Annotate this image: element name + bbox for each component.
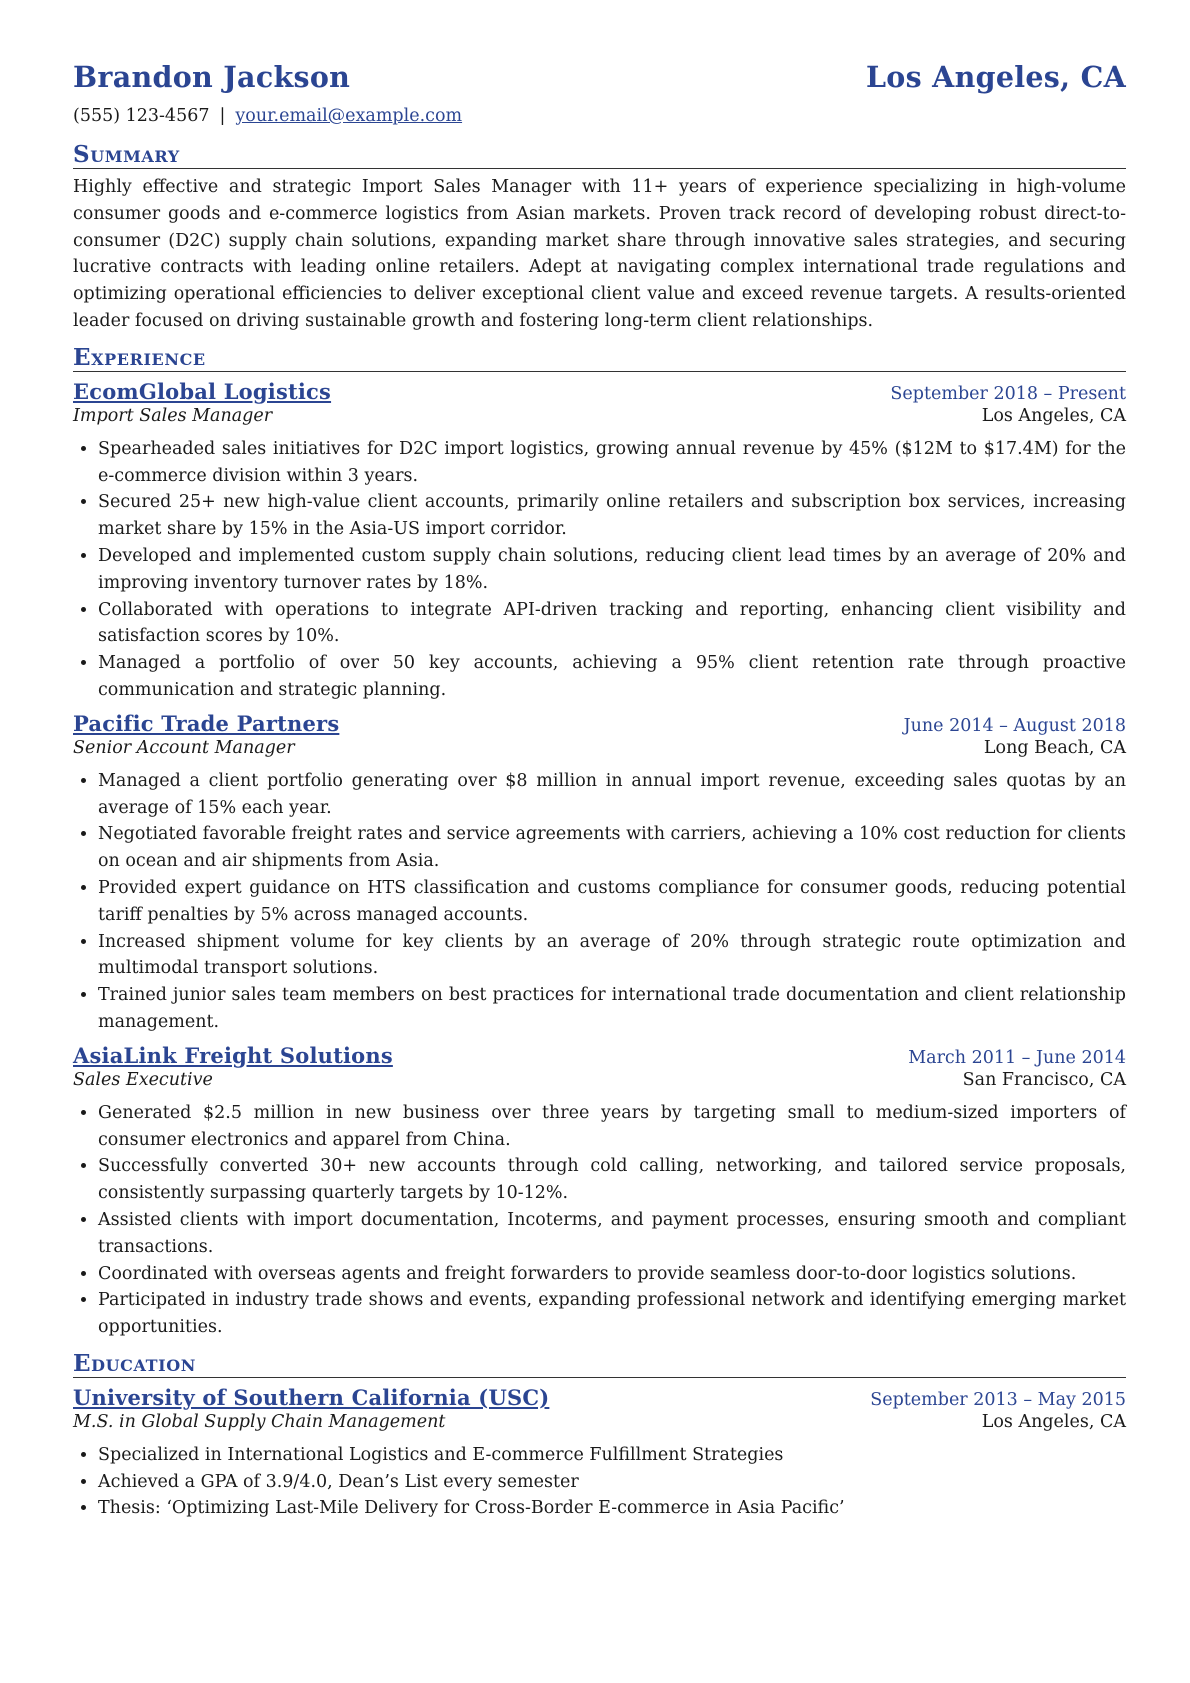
experience-entry — [73, 379, 1126, 704]
job-bullets — [73, 436, 1126, 704]
education-heading: Education — [73, 1351, 1126, 1378]
job-dates: September 2018 – Present — [890, 383, 1126, 404]
bullet-item: • Managed a client portfolio generating over $8 million in annual import revenue, exceeding sales quotas by an average of 15% each year. — [98, 768, 1126, 822]
company-name: AsiaLink Freight Solutions — [73, 1042, 393, 1068]
summary-heading: Summary — [73, 142, 1126, 169]
contact-separator: | — [219, 106, 226, 126]
bullet-item: • Achieved a GPA of 3.9/4.0, Dean’s List every semester — [98, 1469, 1126, 1496]
bullet-item: • Negotiated favorable freight rates and service agreements with carriers, achieving a 10% cost reduction for clients on ocean and air shipments from Asia. — [98, 821, 1126, 875]
bullet-item: • Developed and implemented custom supply chain solutions, reducing client lead times by an average of 20% and improving inventory turnover rates by 18%. — [98, 543, 1126, 597]
bullet-item: • Spearheaded sales initiatives for D2C import logistics, growing annual revenue by 45% ($12M to $17.4M) for the e-commerce division within 3 years. — [98, 436, 1126, 490]
company-name: Pacific Trade Partners — [73, 710, 340, 736]
experience-entry — [73, 1043, 1126, 1341]
job-title: Senior Account Manager — [73, 737, 295, 758]
education-entry — [73, 1385, 1126, 1522]
bullet-item: • Secured 25+ new high-value client accounts, primarily online retailers and subscription box services, increasing market share by 15% in the Asia-US import corridor. — [98, 489, 1126, 543]
job-dates: June 2014 – August 2018 — [903, 715, 1126, 736]
bullet-item: • Managed a portfolio of over 50 key accounts, achieving a 95% client retention rate through proactive communication and strategic planning. — [98, 650, 1126, 704]
job-location: Long Beach, CA — [983, 737, 1126, 758]
resume-header — [73, 60, 1126, 94]
education-dates: September 2013 – May 2015 — [870, 1389, 1126, 1410]
job-location: Los Angeles, CA — [981, 405, 1126, 426]
bullet-item: • Successfully converted 30+ new accounts through cold calling, networking, and tailored service proposals, consistently surpassing quarterly targets by 10-12%. — [98, 1153, 1126, 1207]
candidate-name: Brandon Jackson — [73, 60, 351, 94]
job-location: San Francisco, CA — [962, 1069, 1126, 1090]
bullet-item: • Generated $2.5 million in new business over three years by targeting small to medium-sized importers of consumer electronics and apparel from China. — [98, 1100, 1126, 1154]
bullet-item: • Specialized in International Logistics and E-commerce Fulfillment Strategies — [98, 1442, 1126, 1469]
education-location: Los Angeles, CA — [981, 1411, 1126, 1432]
bullet-item: • Provided expert guidance on HTS classification and customs compliance for consumer goods, reducing potential tariff penalties by 5% across managed accounts. — [98, 875, 1126, 929]
candidate-location: Los Angeles, CA — [865, 60, 1126, 94]
bullet-item: • Participated in industry trade shows and events, expanding professional network and identifying emerging market opportunities. — [98, 1287, 1126, 1341]
job-dates: March 2011 – June 2014 — [908, 1047, 1126, 1068]
summary-text: Highly effective and strategic Import Sales Manager with 11+ years of experience specializing in high-volume consumer goods and e-commerce logistics from Asian markets. Proven track record of developing robust direct-to-consumer (D2C) supply chain solutions, expanding market share through innovative sales strategies, and securing lucrative contracts with leading online retailers. Adept at navigating complex international trade regulations and optimizing operational efficiencies to deliver exceptional client value and exceed revenue targets. A results-oriented leader focused on driving sustainable growth and fostering long-term client relationships. — [73, 177, 1126, 331]
bullet-item: • Collaborated with operations to integrate API-driven tracking and reporting, enhancing client visibility and satisfaction scores by 10%. — [98, 597, 1126, 651]
job-title: Import Sales Manager — [73, 405, 273, 426]
company-name: EcomGlobal Logistics — [73, 378, 332, 404]
contact-line — [73, 106, 1126, 126]
job-title: Sales Executive — [73, 1069, 213, 1090]
bullet-item: • Coordinated with overseas agents and freight forwarders to provide seamless door-to-door logistics solutions. — [98, 1261, 1126, 1288]
phone-number: (555) 123-4567 — [73, 106, 210, 126]
experience-entry — [73, 711, 1126, 1036]
bullet-item: • Increased shipment volume for key clients by an average of 20% through strategic route optimization and multimodal transport solutions. — [98, 929, 1126, 983]
job-bullets — [73, 768, 1126, 1036]
bullet-item: • Trained junior sales team members on best practices for international trade documentation and client relationship management. — [98, 982, 1126, 1036]
email-link[interactable]: your.email@example.com — [235, 106, 463, 126]
experience-heading: Experience — [73, 345, 1126, 372]
degree-title: M.S. in Global Supply Chain Management — [73, 1411, 446, 1432]
bullet-item: • Assisted clients with import documentation, Incoterms, and payment processes, ensuring smooth and compliant transactions. — [98, 1207, 1126, 1261]
education-bullets — [73, 1442, 1126, 1522]
school-name: University of Southern California (USC) — [73, 1384, 550, 1410]
job-bullets — [73, 1100, 1126, 1341]
bullet-item: • Thesis: ‘Optimizing Last-Mile Delivery for Cross-Border E-commerce in Asia Pacific’ — [98, 1495, 1126, 1522]
